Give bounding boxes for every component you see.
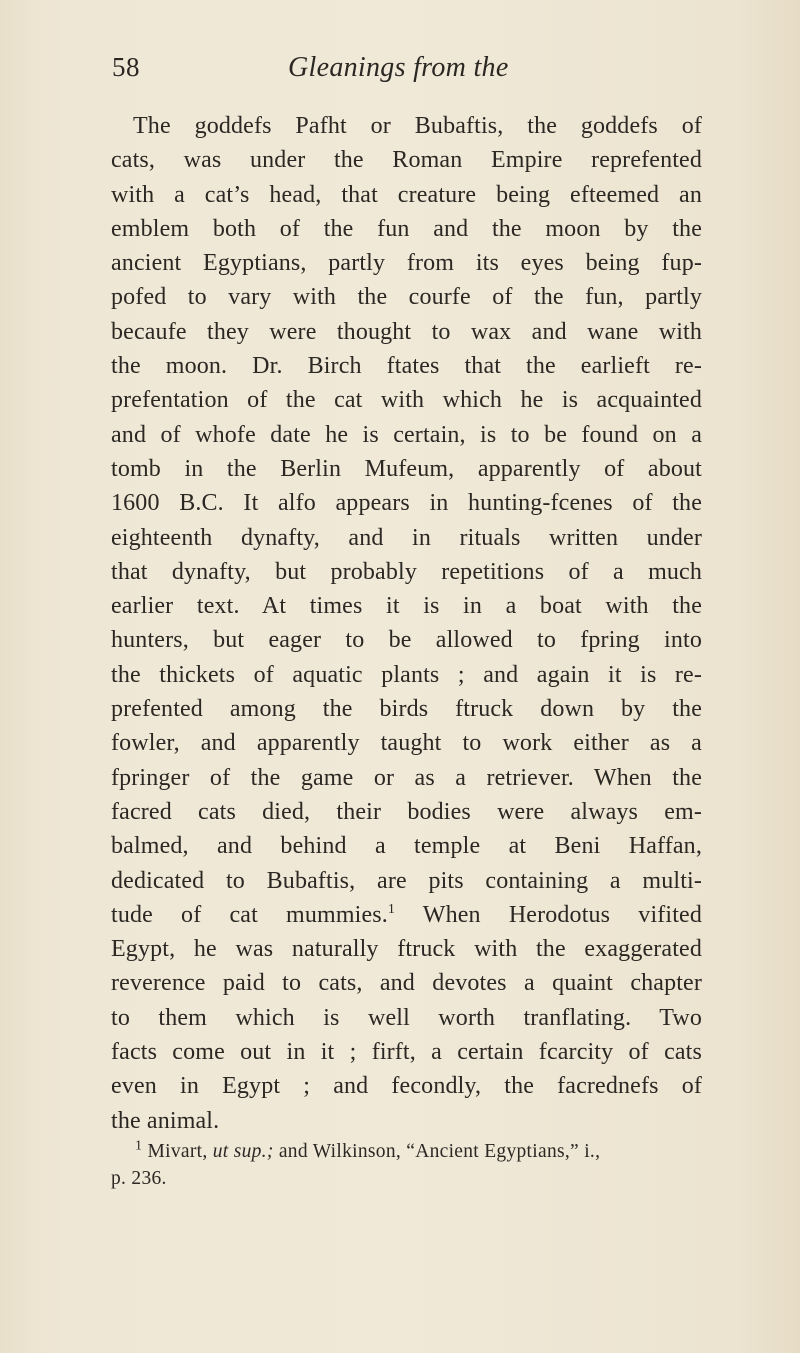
text-line-part: When Herodotus vifited <box>395 901 702 928</box>
text-line: to them which is well worth tranflating. Two <box>111 1004 702 1031</box>
text-line: facred cats died, their bodies were always em- <box>111 798 702 825</box>
text-line: the animal. <box>111 1107 220 1134</box>
footnote-marker: 1 <box>135 1138 143 1154</box>
text-line: even in Egypt ; and fecondly, the facrednefs of <box>111 1073 702 1100</box>
text-line: dedicated to Bubaftis, are pits containing a multi- <box>111 867 702 894</box>
text-line: fpringer of the game or as a retriever. When the <box>111 764 702 791</box>
text-line: the moon. Dr. Birch ftates that the earlieft re- <box>111 353 702 380</box>
text-line: prefentation of the cat with which he is acquainted <box>111 387 702 414</box>
text-line-part: tude of cat mummies. <box>111 901 388 928</box>
text-line: prefented among the birds ftruck down by the <box>111 696 702 723</box>
text-line: eighteenth dynafty, and in rituals written under <box>111 524 702 551</box>
body-paragraph <box>111 109 702 1138</box>
footnote-text: and Wilkinson, “Ancient Egyptians,” i., <box>278 1141 601 1162</box>
page-number: 58 <box>112 52 140 82</box>
text-line: emblem both of the fun and the moon by the <box>111 215 702 242</box>
text-line: ancient Egyptians, partly from its eyes being fup- <box>111 250 702 277</box>
footnote <box>111 1138 702 1192</box>
text-line: reverence paid to cats, and devotes a quaint chapter <box>111 970 702 997</box>
text-line: 1600 B.C. It alfo appears in hunting-fcenes of the <box>111 490 702 517</box>
text-line: with a cat’s head, that creature being efteemed an <box>111 181 702 208</box>
text-line: facts come out in it ; firft, a certain fcarcity of cats <box>111 1039 702 1066</box>
text-line: pofed to vary with the courfe of the fun, partly <box>111 284 702 311</box>
text-line: balmed, and behind a temple at Beni Haffan, <box>111 833 702 860</box>
text-line: Egypt, he was naturally ftruck with the exaggerated <box>111 936 702 963</box>
footnote-reference-abbrev: ut sup.; <box>212 1141 274 1162</box>
footnote-line <box>111 1138 702 1165</box>
text-line-with-footnote-ref <box>111 898 702 932</box>
footnote-author: Mivart, <box>147 1141 208 1162</box>
text-line: fowler, and apparently taught to work either as a <box>111 730 702 757</box>
text-line: hunters, but eager to be allowed to fpring into <box>111 627 702 654</box>
text-line: and of whofe date he is certain, is to be found on a <box>111 421 702 448</box>
text-line: the thickets of aquatic plants ; and again it is re- <box>111 661 702 688</box>
text-line: becaufe they were thought to wax and wane with <box>111 318 702 345</box>
running-title: Gleanings from the <box>288 52 509 83</box>
page-header <box>112 52 702 92</box>
text-line: earlier text. At times it is in a boat with the <box>111 593 702 620</box>
footnote-line: p. 236. <box>111 1168 167 1189</box>
text-line: tomb in the Berlin Mufeum, apparently of about <box>111 455 702 482</box>
text-line: cats, was under the Roman Empire reprefented <box>111 147 702 174</box>
footnote-reference: 1 <box>387 901 396 917</box>
text-line: The goddefs Pafht or Bubaftis, the goddefs of <box>133 113 702 139</box>
text-line: that dynafty, but probably repetitions of a much <box>111 558 702 585</box>
